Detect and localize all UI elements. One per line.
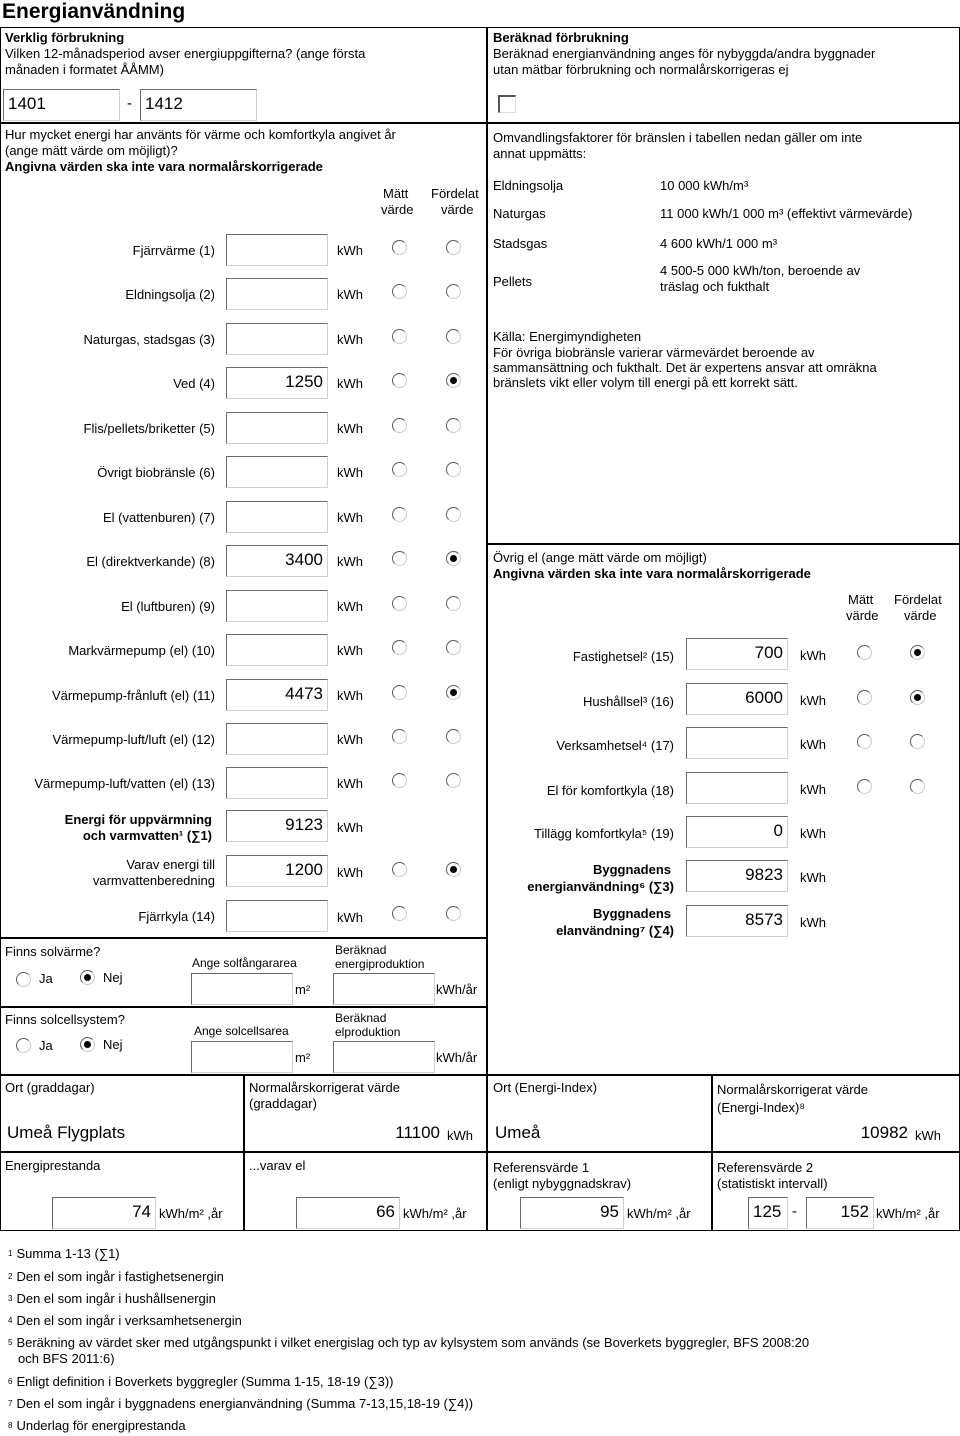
other-el-row-label: Hushållsel³ (16) [582,694,674,709]
energy-row-matt-radio[interactable] [392,418,407,433]
conversion-intro-line2: annat uppmätts: [493,146,587,161]
energy-sum-unit: kWh [337,820,363,835]
solar-heat-prod-label-line2: energiproduktion [335,957,425,971]
other-el-row-fordelat-radio[interactable] [910,645,925,660]
cooling-unit: kWh [337,910,363,925]
solar-cell-prod-input[interactable] [333,1041,435,1073]
ort-index-label: Ort (Energi-Index) [493,1080,598,1095]
footnote-text: Summa 1-13 (∑1) [16,1246,120,1261]
solar-heat-prod-label-line1: Beräknad [335,943,387,957]
other-el-row-fordelat-radio[interactable] [910,779,925,794]
hotwater-label-line1: Varav energi till [126,857,215,872]
energy-question-line3: Angivna värden ska inte vara normalårskorrigerade [5,159,323,174]
energy-row-label: Eldningsolja (2) [125,287,215,302]
other-el-col-matt: Mätt [848,592,874,607]
energy-row-unit: kWh [337,688,363,703]
solar-cell-area-unit: m² [295,1050,311,1065]
footnote [8,1396,473,1412]
hotwater-fordelat-radio[interactable] [446,862,461,877]
solar-cell-prod-unit: kWh/år [436,1050,478,1065]
norm-unit: kWh [447,1128,473,1143]
energy-row-value[interactable]: 1250 [226,367,328,399]
energy-row-fordelat-radio[interactable] [446,685,461,700]
energy-row-value[interactable] [226,412,328,444]
solar-heat-question: Finns solvärme? [5,944,101,959]
energy-row-value[interactable] [226,501,328,533]
footnote-number: 1 [8,1249,13,1258]
energy-row-label: El (direktverkande) (8) [86,554,215,569]
solar-heat-prod-input[interactable] [333,973,435,1005]
period-question-line2: månaden i formatet ÅÅMM) [5,62,164,77]
other-el-row-unit: kWh [800,693,826,708]
norm-index-label-line2: (Energi-Index)⁸ [717,1100,805,1115]
total-energy-label-line1: Byggnadens [592,862,671,877]
other-el-row-matt-radio[interactable] [857,645,872,660]
energy-row-label: Markvärmepump (el) (10) [68,643,215,658]
ort-value[interactable]: Umeå Flygplats [3,1119,241,1149]
footnote [8,1269,224,1285]
other-el-col-fordelat: Fördelat [894,592,942,607]
cooling-label: Fjärrkyla (14) [138,909,215,924]
energy-row-fordelat-radio[interactable] [446,729,461,744]
footnote-text-cont: och BFS 2011:6) [18,1351,115,1366]
energy-row-label: Övrigt biobränsle (6) [97,465,215,480]
energy-row-value[interactable] [226,323,328,355]
cooling-matt-radio[interactable] [392,906,407,921]
energy-row-label: Värmepump-frånluft (el) (11) [51,688,215,703]
total-el-unit: kWh [800,915,826,930]
ref2-label-line2: (statistiskt intervall) [717,1176,828,1191]
energy-row-matt-radio[interactable] [392,462,407,477]
prestanda-el-unit: kWh/m² ,år [403,1206,467,1221]
period-question-line1: Vilken 12-månadsperiod avser energiuppgifterna? (ange första [5,46,366,61]
energy-row-fordelat-radio[interactable] [446,373,461,388]
energy-row-value[interactable]: 3400 [226,545,328,577]
hotwater-matt-radio[interactable] [392,862,407,877]
total-el-label-line1: Byggnadens [592,906,671,921]
energy-row-label: El (luftburen) (9) [121,599,215,614]
period-dash: - [127,95,132,112]
other-el-row-label: Verksamhetsel⁴ (17) [556,738,674,753]
ref2-low-value[interactable]: 125 [748,1197,788,1229]
footnote [8,1374,394,1390]
energy-row-unit: kWh [337,776,363,791]
energy-row-unit: kWh [337,243,363,258]
energy-row-matt-radio[interactable] [392,373,407,388]
addition-cooling-label: Tillägg komfortkyla⁵ (19) [533,826,674,841]
energy-sum-value[interactable]: 9123 [226,810,328,842]
solar-cell-question: Finns solcellsystem? [5,1012,125,1027]
energy-row-matt-radio[interactable] [392,773,407,788]
energy-row-matt-radio[interactable] [392,551,407,566]
energy-row-value[interactable]: 4473 [226,679,328,711]
footnote [8,1291,216,1307]
norm-index-unit: kWh [915,1128,941,1143]
solar-cell-area-label: Ange solcellsarea [194,1024,289,1038]
other-el-row-fordelat-radio[interactable] [910,734,925,749]
footnote [8,1246,120,1262]
conversion-factor-naturgas: 11 000 kWh/1 000 m³ (effektivt värmevärde) [660,206,913,221]
calc-checkbox[interactable] [498,95,516,113]
total-energy-label-line2: energianvändning⁶ (∑3) [527,879,674,894]
energy-question-line1: Hur mycket energi har använts för värme och komfortkyla angivet år [5,127,396,142]
other-el-row-matt-radio[interactable] [857,690,872,705]
norm-index-value[interactable]: 10982 [808,1119,912,1149]
ref2-label-line1: Referensvärde 2 [717,1160,814,1175]
ref1-label-line1: Referensvärde 1 [493,1160,590,1175]
cooling-fordelat-radio[interactable] [446,906,461,921]
energy-row-unit: kWh [337,643,363,658]
energy-row-value[interactable] [226,767,328,799]
energy-row-fordelat-radio[interactable] [446,507,461,522]
period-end-input[interactable]: 1412 [140,89,257,121]
energy-row-fordelat-radio[interactable] [446,462,461,477]
prestanda-label: Energiprestanda [5,1158,101,1173]
energy-row-value[interactable] [226,456,328,488]
calc-text-line2: utan mätbar förbrukning och normalårskorrigeras ej [493,62,789,77]
conversion-note-line1: För övriga biobränsle varierar värmevärdet beroende av [493,345,815,360]
ref1-label-line2: (enligt nybyggnadskrav) [493,1176,632,1191]
conversion-fuel-eldningsolja: Eldningsolja [493,178,564,193]
solar-heat-area-label: Ange solfångararea [192,956,297,970]
energy-row-value[interactable] [226,723,328,755]
conversion-fuel-stadsgas: Stadsgas [493,236,548,251]
energy-row-value[interactable] [226,278,328,310]
energy-row-label: Fjärrvärme (1) [132,243,215,258]
footnote [8,1418,186,1434]
hotwater-value[interactable]: 1200 [226,855,328,887]
prestanda-value[interactable]: 74 [52,1197,156,1229]
energy-question-line2: (ange mätt värde om möjligt)? [5,143,178,158]
energy-row-matt-radio[interactable] [392,685,407,700]
solar-cell-no-radio[interactable] [80,1037,95,1052]
energy-row-label: Flis/pellets/briketter (5) [83,421,215,436]
energy-row-matt-radio[interactable] [392,596,407,611]
energy-row-fordelat-radio[interactable] [446,551,461,566]
ort-index-value[interactable]: Umeå [491,1119,709,1149]
energy-col-matt-2: värde [381,202,414,217]
conversion-fuel-pellets: Pellets [493,274,533,289]
energy-row-unit: kWh [337,599,363,614]
energy-row-unit: kWh [337,510,363,525]
other-el-row-matt-radio[interactable] [857,734,872,749]
energy-row-value[interactable] [226,590,328,622]
solar-heat-yes-label: Ja [39,971,53,986]
energy-row-matt-radio[interactable] [392,329,407,344]
total-energy-unit: kWh [800,870,826,885]
energy-row-fordelat-radio[interactable] [446,418,461,433]
energy-row-unit: kWh [337,376,363,391]
footnote-text: Enligt definition i Boverkets byggregler (Summa 1-15, 18-19 (∑3)) [16,1374,394,1389]
cooling-value[interactable] [226,900,328,932]
other-el-col-fordelat-2: värde [904,608,937,623]
conversion-factor-eldningsolja: 10 000 kWh/m³ [660,178,749,193]
period-heading: Verklig förbrukning [5,30,125,45]
other-el-row-value[interactable] [686,772,788,804]
other-el-row-fordelat-radio[interactable] [910,690,925,705]
other-el-col-matt-2: värde [846,608,879,623]
energy-row-matt-radio[interactable] [392,729,407,744]
conversion-note-line3: bränslets vikt eller volym till energi på ett korrekt sätt. [493,375,798,390]
conversion-fuel-naturgas: Naturgas [493,206,546,221]
calc-heading: Beräknad förbrukning [493,30,629,45]
other-el-subheading: Angivna värden ska inte vara normalårskorrigerade [493,566,811,581]
energy-col-matt: Mätt [383,186,409,201]
energy-row-unit: kWh [337,287,363,302]
energy-sum-label-line2: och varmvatten¹ (∑1) [82,828,212,843]
footnote-number: 3 [8,1294,13,1303]
solar-heat-no-label: Nej [103,970,123,985]
conversion-factor-stadsgas: 4 600 kWh/1 000 m³ [660,236,778,251]
energy-row-fordelat-radio[interactable] [446,773,461,788]
solar-heat-yes-radio[interactable] [16,972,31,987]
ref2-high-value[interactable]: 152 [806,1197,874,1229]
solar-heat-prod-unit: kWh/år [436,982,478,997]
ref2-unit: kWh/m² ,år [876,1206,940,1221]
hotwater-unit: kWh [337,865,363,880]
norm-label-line1: Normalårskorrigerat värde [249,1080,400,1095]
addition-cooling-value[interactable]: 0 [686,816,788,848]
energy-row-matt-radio[interactable] [392,507,407,522]
other-el-row-value[interactable]: 6000 [686,683,788,715]
other-el-row-value[interactable]: 700 [686,638,788,670]
energy-row-matt-radio[interactable] [392,284,407,299]
total-el-label-line2: elanvändning⁷ (∑4) [556,923,674,938]
energy-row-fordelat-radio[interactable] [446,596,461,611]
energy-row-label: Värmepump-luft/luft (el) (12) [52,732,215,747]
energy-row-fordelat-radio[interactable] [446,640,461,655]
energy-row-unit: kWh [337,421,363,436]
other-el-row-matt-radio[interactable] [857,779,872,794]
ref1-value[interactable]: 95 [520,1197,624,1229]
other-el-row-unit: kWh [800,782,826,797]
energy-row-label: Naturgas, stadsgas (3) [83,332,215,347]
energy-row-fordelat-radio[interactable] [446,240,461,255]
footnote-text: Den el som ingår i fastighetsenergin [16,1269,224,1284]
ref1-unit: kWh/m² ,år [627,1206,691,1221]
solar-heat-area-unit: m² [295,982,311,997]
total-el-value[interactable]: 8573 [686,905,788,937]
solar-cell-prod-label-line2: elproduktion [335,1025,401,1039]
solar-heat-area-input[interactable] [191,973,293,1005]
prestanda-unit: kWh/m² ,år [159,1206,223,1221]
footnote-number: 6 [8,1377,13,1386]
energy-row-matt-radio[interactable] [392,640,407,655]
other-el-heading: Övrig el (ange mätt värde om möjligt) [493,550,707,565]
energy-row-label: Värmepump-luft/vatten (el) (13) [34,776,215,791]
energy-row-label: El (vattenburen) (7) [103,510,215,525]
other-el-row-value[interactable] [686,727,788,759]
total-energy-value[interactable]: 9823 [686,860,788,892]
footnote [8,1335,809,1351]
solar-cell-area-input[interactable] [191,1041,293,1073]
conversion-factor-pellets-line1: 4 500-5 000 kWh/ton, beroende av [660,263,861,278]
solar-cell-yes-label: Ja [39,1038,53,1053]
other-el-row-unit: kWh [800,648,826,663]
footnote-text: Den el som ingår i byggnadens energianvändning (Summa 7-13,15,18-19 (∑4)) [16,1396,474,1411]
ref2-dash: - [792,1203,797,1220]
energy-row-fordelat-radio[interactable] [446,284,461,299]
other-el-row-unit: kWh [800,737,826,752]
other-el-row-label: Fastighetsel² (15) [572,649,674,664]
footnote-text: Den el som ingår i hushållsenergin [16,1291,216,1306]
footnote-text: Den el som ingår i verksamhetsenergin [16,1313,242,1328]
energy-col-fordelat-2: värde [441,202,474,217]
footnote-number: 4 [8,1316,13,1325]
energy-row-value[interactable] [226,634,328,666]
ort-label: Ort (graddagar) [5,1080,95,1095]
solar-heat-no-radio[interactable] [80,970,95,985]
energy-row-value[interactable] [226,234,328,266]
norm-index-label-line1: Normalårskorrigerat värde [717,1082,868,1097]
energy-row-label: Ved (4) [173,376,215,391]
footnote-number: 5 [8,1338,13,1347]
calc-text-line1: Beräknad energianvändning anges för nybyggda/andra byggnader [493,46,876,61]
footnote-number: 2 [8,1272,13,1281]
addition-cooling-unit: kWh [800,826,826,841]
footnote-number: 7 [8,1399,13,1408]
prestanda-el-label: ...varav el [249,1158,306,1173]
footnote-text: Beräkning av värdet sker med utgångspunkt i vilket energislag och typ av kylsystem som används (se Boverkets byggregler, BFS 2008:20 [16,1335,810,1350]
other-el-section [487,544,960,1075]
hotwater-label-line2: varmvattenberedning [92,873,215,888]
footnote [8,1313,242,1329]
other-el-row-label: El för komfortkyla (18) [546,783,674,798]
norm-value[interactable]: 11100 [340,1119,444,1149]
solar-cell-no-label: Nej [103,1037,123,1052]
footnote-number: 8 [8,1421,13,1430]
energy-row-unit: kWh [337,732,363,747]
prestanda-el-value[interactable]: 66 [296,1197,400,1229]
norm-label-line2: (graddagar) [249,1096,317,1111]
conversion-intro-line1: Omvandlingsfaktorer för bränslen i tabellen nedan gäller om inte [493,130,863,145]
energy-col-fordelat: Fördelat [431,186,479,201]
energy-row-matt-radio[interactable] [392,240,407,255]
solar-cell-prod-label-line1: Beräknad [335,1011,387,1025]
solar-cell-yes-radio[interactable] [16,1038,31,1053]
period-start-input[interactable]: 1401 [3,89,120,121]
energy-sum-label-line1: Energi för uppvärmning [64,812,212,827]
energy-row-fordelat-radio[interactable] [446,329,461,344]
energy-row-unit: kWh [337,465,363,480]
energy-row-unit: kWh [337,554,363,569]
conversion-source: Källa: Energimyndigheten [493,329,642,344]
page-title: Energianvändning [2,0,186,23]
energy-row-unit: kWh [337,332,363,347]
footnote-text: Underlag för energiprestanda [16,1418,186,1433]
conversion-note-line2: sammansättning och fukthalt. Det är expertens ansvar att omräkna [493,360,877,375]
conversion-factor-pellets-line2: träslag och fukthalt [660,279,770,294]
